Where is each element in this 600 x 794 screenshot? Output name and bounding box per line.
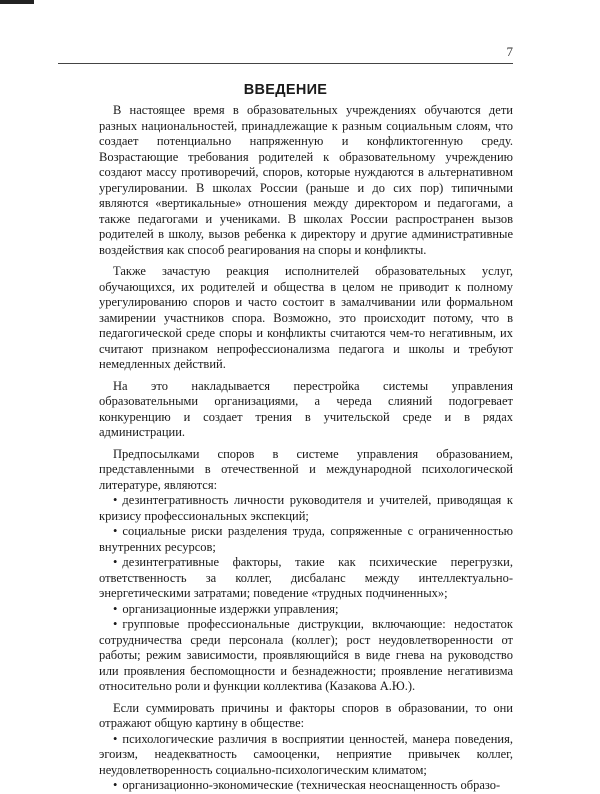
bullet-glyph: •: [113, 778, 118, 792]
bullet-glyph: •: [113, 617, 118, 631]
bullet-list: [99, 493, 513, 695]
paragraph: На это накладывается перестройка системы управления образовательными организациями, а череда слияний подогревает конкуренцию и создает трения в учительской среде и в рядах администрации.: [99, 378, 513, 439]
list-item: [99, 555, 513, 602]
paragraph: В настоящее время в образовательных учреждениях обучаются дети разных национальностей, принадлежащие к разным социальным слоям, что создает потенциально напряженную и конфликтогенную среду. Возрастающие требования родителей к образовательному учреждению создают массу противоречий, споров, которые нуждаются в альтернативном урегулировании. В школах России (раньше и до сих пор) типичными являются «вертикальные» отношения между директором и педагогами, а также педагогами и учениками. В школах России распространен вызов родителей в школу, вызов ребенка к директору и другие административные воздействия как способ реагирования на споры и конфликты.: [99, 103, 513, 257]
list-item: [99, 602, 513, 618]
list-item-text: психологические различия в восприятии ценностей, манера поведения, эгоизм, неадекватность самооценки, неприятие привычек коллег, неудовлетворенность социально-психологическим климатом;: [99, 731, 513, 777]
bullet-glyph: •: [113, 524, 118, 538]
list-item-text: дезинтегративные факторы, такие как психические перегрузки, ответственность за коллег, дисбаланс между интеллектуально-энергетическими затратами; поведение «трудных подчиненных»;: [99, 555, 513, 600]
bullet-glyph: •: [113, 555, 118, 569]
list-item: [99, 732, 513, 779]
paragraph: Предпосылками споров в системе управления образованием, представленными в отечественной и международной психологической литературе, являются:: [99, 446, 513, 492]
bullet-list: [99, 732, 513, 794]
list-item-text: организационные издержки управления;: [122, 601, 339, 616]
body-text: [99, 103, 513, 794]
list-item-text: социальные риски разделения труда, сопряженные с ограниченностью внутренних ресурсов;: [99, 524, 513, 554]
list-item: [99, 778, 513, 794]
page-number: 7: [506, 44, 513, 59]
list-item: [99, 617, 513, 695]
bullet-glyph: •: [113, 493, 118, 507]
list-item: [99, 493, 513, 524]
paragraph: Также зачастую реакция исполнителей образовательных услуг, обучающихся, их родителей и общества в целом не приводит к полному урегулированию споров и часто состоит в замалчивании или формальном замирении участников спора. Возможно, это происходит потому, что в педагогической среде споры и конфликты считаются чем-то негативным, их считают признаком непрофессионализма педагога и школы и требуют немедленных действий.: [99, 264, 513, 371]
page-title: ВВЕДЕНИЕ: [243, 82, 328, 98]
bullet-glyph: •: [113, 601, 118, 616]
header-rule: [58, 63, 513, 64]
bullet-glyph: •: [113, 731, 118, 746]
list-item-text: организационно-экономические (техническая неоснащенность образо-: [122, 778, 501, 792]
list-item-text: групповые профессиональные диструкции, включающие: недостаток сотрудничества среди персонала (коллег); рост неудовлетворенности от работы; режим зависимости, проявляющийся в виде гнева на руководство или проявления беспомощности и безнадежности; проявление негативизма относительно роли и функции коллектива (Казакова А.Ю.).: [99, 617, 513, 693]
paragraph: Если суммировать причины и факторы споров в образовании, то они отражают общую картину в обществе:: [99, 700, 513, 730]
corner-mark: [0, 0, 34, 4]
list-item-text: дезинтегративность личности руководителя и учителей, приводящая к кризису профессиональных экспекций;: [99, 493, 513, 523]
list-item: [99, 524, 513, 555]
